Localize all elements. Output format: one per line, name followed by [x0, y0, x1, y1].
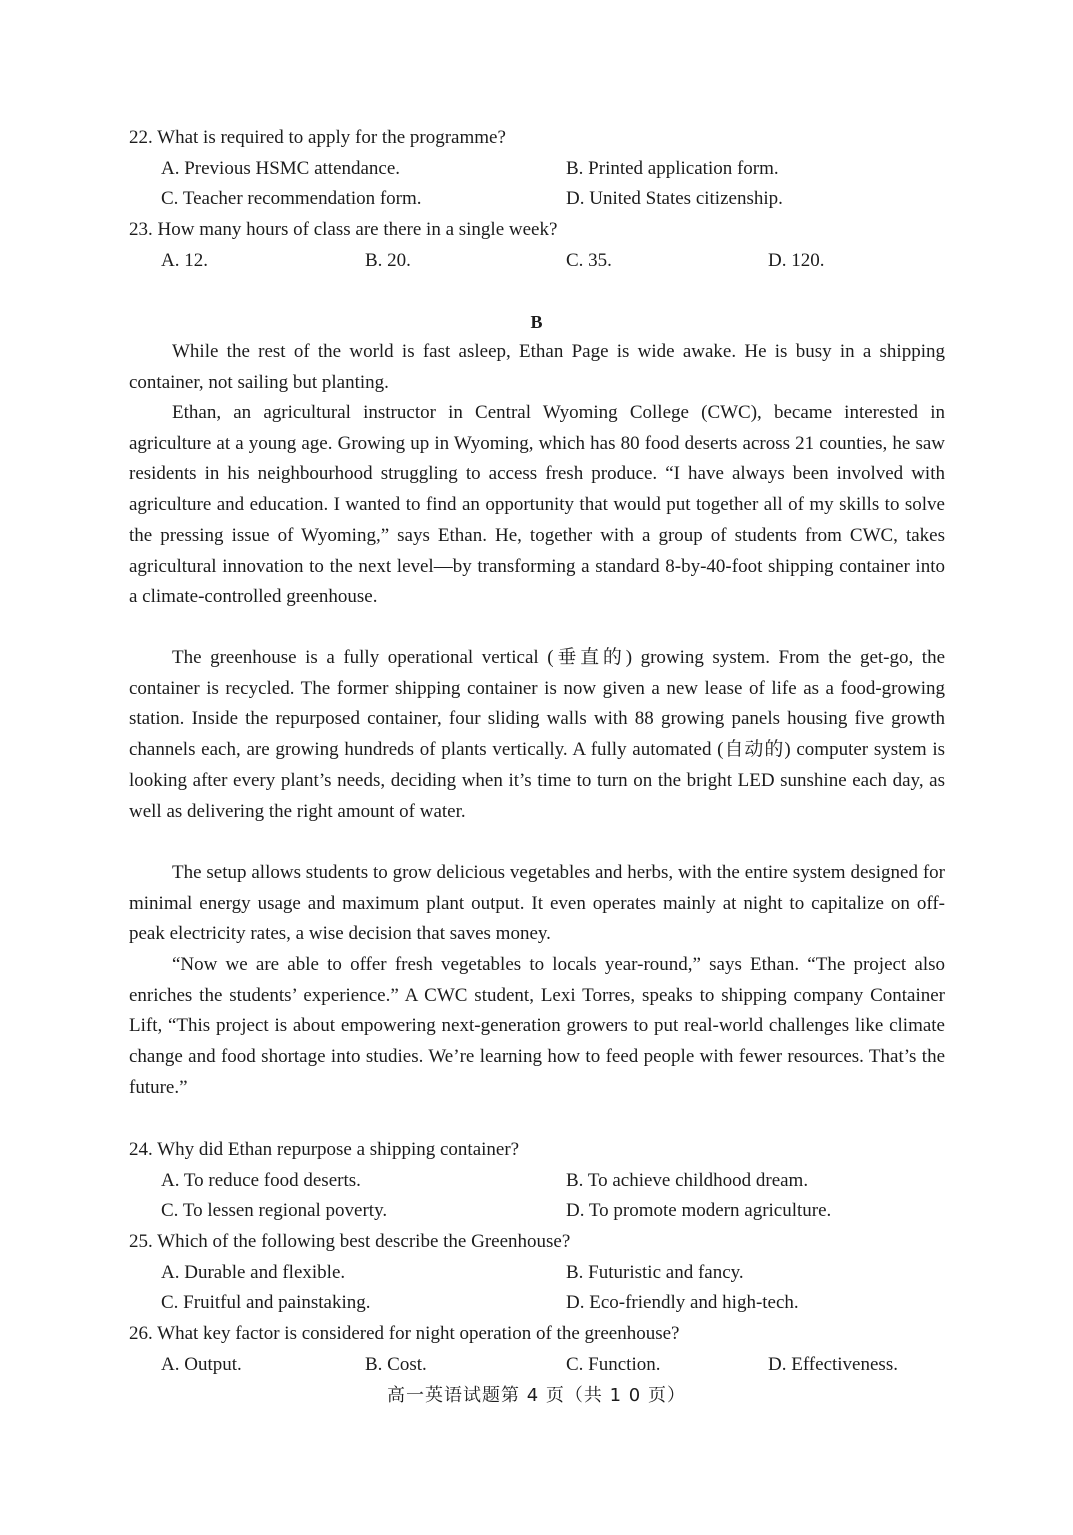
question-25-option-c: C. Fruitful and painstaking. [161, 1292, 371, 1313]
question-26-stem: 26. What key factor is considered for night operation of the greenhouse? [129, 1323, 680, 1344]
question-23-option-b: B. 20. [365, 250, 411, 271]
question-23-option-d: D. 120. [768, 250, 825, 271]
question-22-option-b: B. Printed application form. [566, 158, 779, 179]
question-24-stem: 24. Why did Ethan repurpose a shipping container? [129, 1139, 520, 1160]
passage-paragraph-2: Ethan, an agricultural instructor in Central Wyoming College (CWC), became interested in agriculture at a young age. Growing up in Wyoming, which has 80 food deserts across 21 counties, he saw residents in his neighbourhood struggling to access fresh produce. “I have always been involved with agriculture and education. I wanted to find an opportunity that would put together all of my skills to solve the pressing issue of Wyoming,” says Ethan. He, together with a group of students from CWC, takes agricultural innovation to the next level—by transforming a standard 8-by-40-foot shipping container into a climate-controlled greenhouse. [129, 402, 945, 608]
question-22-option-c: C. Teacher recommendation form. [161, 188, 422, 209]
question-24-option-c: C. To lessen regional poverty. [161, 1200, 388, 1221]
question-25-option-d: D. Eco-friendly and high-tech. [566, 1292, 799, 1313]
question-23-option-a: A. 12. [161, 250, 208, 271]
question-26-option-c: C. Function. [566, 1354, 661, 1375]
question-22-stem: 22. What is required to apply for the programme? [129, 127, 506, 148]
section-b-heading: B [530, 312, 543, 332]
question-26-option-d: D. Effectiveness. [768, 1354, 898, 1375]
passage-paragraph-5: “Now we are able to offer fresh vegetables to locals year-round,” says Ethan. “The project also enriches the students’ experience.” A CWC student, Lexi Torres, speaks to shipping company Container Lift, “This project is about empowering next-generation growers to put real-world challenges like climate change and food shortage into studies. We’re learning how to feed people with fewer resources. That’s the future.” [129, 954, 945, 1098]
question-24-option-d: D. To promote modern agriculture. [566, 1200, 832, 1221]
question-26-option-b: B. Cost. [365, 1354, 427, 1375]
question-23-option-c: C. 35. [566, 250, 612, 271]
page-footer: 高一英语试题第 4 页（共 1 0 页） [387, 1385, 686, 1406]
question-25-option-a: A. Durable and flexible. [161, 1262, 346, 1283]
passage-paragraph-4: The setup allows students to grow delicious vegetables and herbs, with the entire system designed for minimal energy usage and maximum plant output. It even operates mainly at night to capitalize on off-peak electricity rates, a wise decision that saves money. [129, 862, 945, 945]
question-26-option-a: A. Output. [161, 1354, 242, 1375]
question-22-option-a: A. Previous HSMC attendance. [161, 158, 401, 179]
question-23-stem: 23. How many hours of class are there in a single week? [129, 219, 558, 240]
passage-paragraph-1: While the rest of the world is fast asleep, Ethan Page is wide awake. He is busy in a shipping container, not sailing but planting. [129, 341, 945, 393]
question-25-option-b: B. Futuristic and fancy. [566, 1262, 744, 1283]
question-22-option-d: D. United States citizenship. [566, 188, 783, 209]
question-25-stem: 25. Which of the following best describe the Greenhouse? [129, 1231, 571, 1252]
question-24-option-a: A. To reduce food deserts. [161, 1170, 361, 1191]
passage-paragraph-3: The greenhouse is a fully operational vertical (垂直的) growing system. From the get-go, the container is recycled. The former shipping container is now given a new lease of life as a food-growing station. Inside the repurposed container, four sliding walls with 88 growing panels housing five growth channels each, are growing hundreds of plants vertically. A fully automated (自动的) computer system is looking after every plant’s needs, deciding when it’s time to turn on the bright LED sunshine each day, as well as delivering the right amount of water. [129, 647, 945, 822]
question-24-option-b: B. To achieve childhood dream. [566, 1170, 809, 1191]
